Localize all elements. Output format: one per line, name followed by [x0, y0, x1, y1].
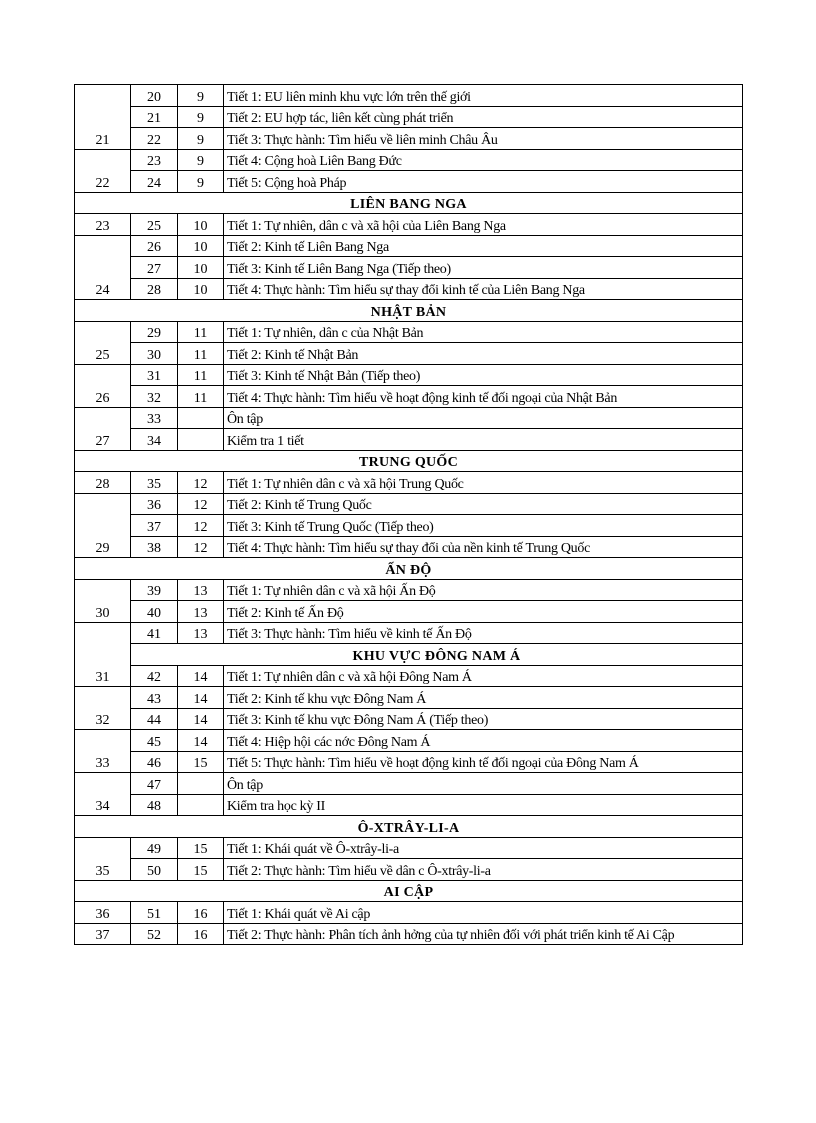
- lesson-number-cell: 24: [131, 171, 178, 193]
- week-cell: [75, 579, 131, 601]
- lesson-row: [75, 665, 743, 687]
- chapter-cell: 12: [178, 472, 224, 494]
- section-header-row: [75, 880, 743, 902]
- chapter-cell: 13: [178, 579, 224, 601]
- lesson-title-cell: Tiết 2: EU hợp tác, liên kết cùng phát triển: [224, 106, 743, 128]
- lesson-number-cell: 38: [131, 536, 178, 558]
- week-cell: [75, 644, 131, 666]
- lesson-row: [75, 515, 743, 537]
- lesson-number-cell: 52: [131, 923, 178, 945]
- chapter-cell: 11: [178, 321, 224, 343]
- lesson-row: [75, 579, 743, 601]
- lesson-title-cell: Tiết 4: Thực hành: Tìm hiểu về hoạt động kinh tế đối ngoại của Nhật Bản: [224, 386, 743, 408]
- lesson-number-cell: 21: [131, 106, 178, 128]
- lesson-title-cell: Tiết 1: EU liên minh khu vực lớn trên thế giới: [224, 85, 743, 107]
- chapter-cell: 16: [178, 902, 224, 924]
- lesson-row: [75, 794, 743, 816]
- lesson-row: [75, 278, 743, 300]
- lesson-number-cell: 29: [131, 321, 178, 343]
- week-cell: [75, 773, 131, 795]
- lesson-row: [75, 687, 743, 709]
- lesson-row: [75, 343, 743, 365]
- lesson-title-cell: Kiểm tra học kỳ II: [224, 794, 743, 816]
- week-cell: 22: [75, 171, 131, 193]
- lesson-title-cell: Tiết 1: Khái quát về Ai cập: [224, 902, 743, 924]
- lesson-number-cell: 23: [131, 149, 178, 171]
- chapter-cell: 10: [178, 278, 224, 300]
- lesson-number-cell: 45: [131, 730, 178, 752]
- week-cell: [75, 257, 131, 279]
- lesson-row: [75, 751, 743, 773]
- chapter-cell: 9: [178, 106, 224, 128]
- section-header-row: [75, 300, 743, 322]
- chapter-cell: 10: [178, 257, 224, 279]
- lesson-number-cell: 49: [131, 837, 178, 859]
- section-title: NHẬT BẢN: [75, 300, 743, 322]
- lesson-number-cell: 27: [131, 257, 178, 279]
- chapter-cell: 9: [178, 128, 224, 150]
- lesson-title-cell: Tiết 2: Kinh tế Liên Bang Nga: [224, 235, 743, 257]
- week-cell: 35: [75, 859, 131, 881]
- lesson-row: [75, 429, 743, 451]
- chapter-cell: 12: [178, 536, 224, 558]
- lesson-title-cell: Tiết 3: Kinh tế Nhật Bản (Tiếp theo): [224, 364, 743, 386]
- week-cell: 24: [75, 278, 131, 300]
- lesson-title-cell: Ôn tập: [224, 407, 743, 429]
- chapter-cell: 11: [178, 343, 224, 365]
- week-cell: 30: [75, 601, 131, 623]
- week-cell: [75, 515, 131, 537]
- lesson-title-cell: Tiết 1: Tự nhiên, dân c và xã hội của Liên Bang Nga: [224, 214, 743, 236]
- lesson-title-cell: Tiết 5: Thực hành: Tìm hiểu về hoạt động kinh tế đối ngoại của Đông Nam Á: [224, 751, 743, 773]
- lesson-number-cell: 36: [131, 493, 178, 515]
- lesson-row: [75, 708, 743, 730]
- week-cell: [75, 687, 131, 709]
- lesson-row: [75, 235, 743, 257]
- week-cell: 27: [75, 429, 131, 451]
- chapter-cell: 10: [178, 235, 224, 257]
- lesson-number-cell: 50: [131, 859, 178, 881]
- week-cell: 36: [75, 902, 131, 924]
- week-cell: 33: [75, 751, 131, 773]
- chapter-cell: 14: [178, 665, 224, 687]
- lesson-plan-table: [74, 84, 743, 945]
- lesson-row: [75, 149, 743, 171]
- chapter-cell: 13: [178, 622, 224, 644]
- lesson-title-cell: Tiết 4: Thực hành: Tìm hiểu sự thay đổi kinh tế của Liên Bang Nga: [224, 278, 743, 300]
- chapter-cell: 11: [178, 364, 224, 386]
- week-cell: 23: [75, 214, 131, 236]
- lesson-row: [75, 257, 743, 279]
- lesson-title-cell: Tiết 1: Tự nhiên dân c và xã hội Ấn Độ: [224, 579, 743, 601]
- lesson-number-cell: 28: [131, 278, 178, 300]
- lesson-number-cell: 26: [131, 235, 178, 257]
- lesson-plan-body: [75, 85, 743, 945]
- lesson-title-cell: Tiết 2: Kinh tế khu vực Đông Nam Á: [224, 687, 743, 709]
- lesson-title-cell: Tiết 2: Thực hành: Phân tích ảnh hởng của tự nhiên đối với phát triển kinh tế Ai Cập: [224, 923, 743, 945]
- week-cell: 29: [75, 536, 131, 558]
- lesson-number-cell: 34: [131, 429, 178, 451]
- week-cell: [75, 106, 131, 128]
- lesson-title-cell: Tiết 3: Kinh tế Liên Bang Nga (Tiếp theo): [224, 257, 743, 279]
- chapter-cell: 14: [178, 730, 224, 752]
- chapter-cell: [178, 407, 224, 429]
- chapter-cell: 13: [178, 601, 224, 623]
- lesson-row: [75, 837, 743, 859]
- chapter-cell: 9: [178, 149, 224, 171]
- chapter-cell: 12: [178, 493, 224, 515]
- lesson-number-cell: 41: [131, 622, 178, 644]
- week-cell: [75, 149, 131, 171]
- lesson-title-cell: Tiết 1: Khái quát về Ô-xtrây-li-a: [224, 837, 743, 859]
- chapter-cell: 16: [178, 923, 224, 945]
- chapter-cell: 9: [178, 171, 224, 193]
- week-cell: [75, 837, 131, 859]
- lesson-row: [75, 859, 743, 881]
- section-header-row: [75, 450, 743, 472]
- lesson-number-cell: 25: [131, 214, 178, 236]
- week-cell: [75, 730, 131, 752]
- week-cell: 37: [75, 923, 131, 945]
- section-header-row: [75, 558, 743, 580]
- lesson-number-cell: 32: [131, 386, 178, 408]
- week-cell: [75, 407, 131, 429]
- lesson-row: [75, 85, 743, 107]
- lesson-title-cell: Tiết 1: Tự nhiên, dân c của Nhật Bản: [224, 321, 743, 343]
- week-cell: 26: [75, 386, 131, 408]
- lesson-title-cell: Tiết 1: Tự nhiên dân c và xã hội Đông Nam Á: [224, 665, 743, 687]
- lesson-title-cell: Kiểm tra 1 tiết: [224, 429, 743, 451]
- week-cell: 21: [75, 128, 131, 150]
- lesson-number-cell: 48: [131, 794, 178, 816]
- lesson-row: [75, 364, 743, 386]
- section-header-row: [75, 816, 743, 838]
- lesson-title-cell: Tiết 3: Thực hành: Tìm hiểu về kinh tế Ấn Độ: [224, 622, 743, 644]
- section-title: AI CẬP: [75, 880, 743, 902]
- week-cell: 31: [75, 665, 131, 687]
- lesson-row: [75, 601, 743, 623]
- lesson-row: [75, 493, 743, 515]
- lesson-row: [75, 923, 743, 945]
- week-cell: [75, 622, 131, 644]
- chapter-cell: [178, 429, 224, 451]
- section-title: Ô-XTRÂY-LI-A: [75, 816, 743, 838]
- lesson-row: [75, 773, 743, 795]
- lesson-number-cell: 31: [131, 364, 178, 386]
- lesson-number-cell: 51: [131, 902, 178, 924]
- chapter-cell: 14: [178, 687, 224, 709]
- chapter-cell: 11: [178, 386, 224, 408]
- lesson-title-cell: Tiết 2: Kinh tế Trung Quốc: [224, 493, 743, 515]
- lesson-row: [75, 128, 743, 150]
- lesson-row: [75, 106, 743, 128]
- lesson-title-cell: Tiết 3: Kinh tế khu vực Đông Nam Á (Tiếp theo): [224, 708, 743, 730]
- lesson-title-cell: Tiết 2: Kinh tế Ấn Độ: [224, 601, 743, 623]
- chapter-cell: 9: [178, 85, 224, 107]
- section-title: KHU VỰC ĐÔNG NAM Á: [131, 644, 743, 666]
- week-cell: 25: [75, 343, 131, 365]
- week-cell: [75, 85, 131, 107]
- lesson-title-cell: Tiết 5: Cộng hoà Pháp: [224, 171, 743, 193]
- section-header-row: [75, 192, 743, 214]
- lesson-row: [75, 321, 743, 343]
- chapter-cell: 12: [178, 515, 224, 537]
- lesson-number-cell: 22: [131, 128, 178, 150]
- lesson-row: [75, 171, 743, 193]
- lesson-row: [75, 214, 743, 236]
- chapter-cell: 15: [178, 751, 224, 773]
- week-cell: [75, 364, 131, 386]
- week-cell: 32: [75, 708, 131, 730]
- lesson-title-cell: Tiết 2: Thực hành: Tìm hiểu về dân c Ô-xtrây-li-a: [224, 859, 743, 881]
- chapter-cell: 10: [178, 214, 224, 236]
- lesson-number-cell: 43: [131, 687, 178, 709]
- section-title: ẤN ĐỘ: [75, 558, 743, 580]
- lesson-title-cell: Tiết 3: Kinh tế Trung Quốc (Tiếp theo): [224, 515, 743, 537]
- week-cell: [75, 235, 131, 257]
- chapter-cell: 15: [178, 859, 224, 881]
- chapter-cell: 14: [178, 708, 224, 730]
- lesson-number-cell: 42: [131, 665, 178, 687]
- lesson-number-cell: 37: [131, 515, 178, 537]
- chapter-cell: 15: [178, 837, 224, 859]
- lesson-number-cell: 33: [131, 407, 178, 429]
- lesson-title-cell: Tiết 3: Thực hành: Tìm hiểu về liên minh Châu Âu: [224, 128, 743, 150]
- lesson-row: [75, 386, 743, 408]
- week-cell: 28: [75, 472, 131, 494]
- lesson-row: [75, 622, 743, 644]
- lesson-row: [75, 407, 743, 429]
- week-cell: 34: [75, 794, 131, 816]
- section-title: TRUNG QUỐC: [75, 450, 743, 472]
- lesson-number-cell: 39: [131, 579, 178, 601]
- lesson-row: [75, 536, 743, 558]
- lesson-number-cell: 47: [131, 773, 178, 795]
- lesson-number-cell: 44: [131, 708, 178, 730]
- section-header-row: [75, 644, 743, 666]
- lesson-title-cell: Tiết 4: Cộng hoà Liên Bang Đức: [224, 149, 743, 171]
- lesson-row: [75, 472, 743, 494]
- chapter-cell: [178, 794, 224, 816]
- lesson-title-cell: Tiết 4: Thực hành: Tìm hiểu sự thay đổi của nền kinh tế Trung Quốc: [224, 536, 743, 558]
- lesson-title-cell: Ôn tập: [224, 773, 743, 795]
- lesson-number-cell: 46: [131, 751, 178, 773]
- lesson-title-cell: Tiết 2: Kinh tế Nhật Bản: [224, 343, 743, 365]
- lesson-row: [75, 902, 743, 924]
- lesson-number-cell: 35: [131, 472, 178, 494]
- week-cell: [75, 321, 131, 343]
- lesson-number-cell: 20: [131, 85, 178, 107]
- week-cell: [75, 493, 131, 515]
- lesson-title-cell: Tiết 1: Tự nhiên dân c và xã hội Trung Quốc: [224, 472, 743, 494]
- lesson-row: [75, 730, 743, 752]
- lesson-number-cell: 30: [131, 343, 178, 365]
- lesson-number-cell: 40: [131, 601, 178, 623]
- lesson-title-cell: Tiết 4: Hiệp hội các nớc Đông Nam Á: [224, 730, 743, 752]
- chapter-cell: [178, 773, 224, 795]
- section-title: LIÊN BANG NGA: [75, 192, 743, 214]
